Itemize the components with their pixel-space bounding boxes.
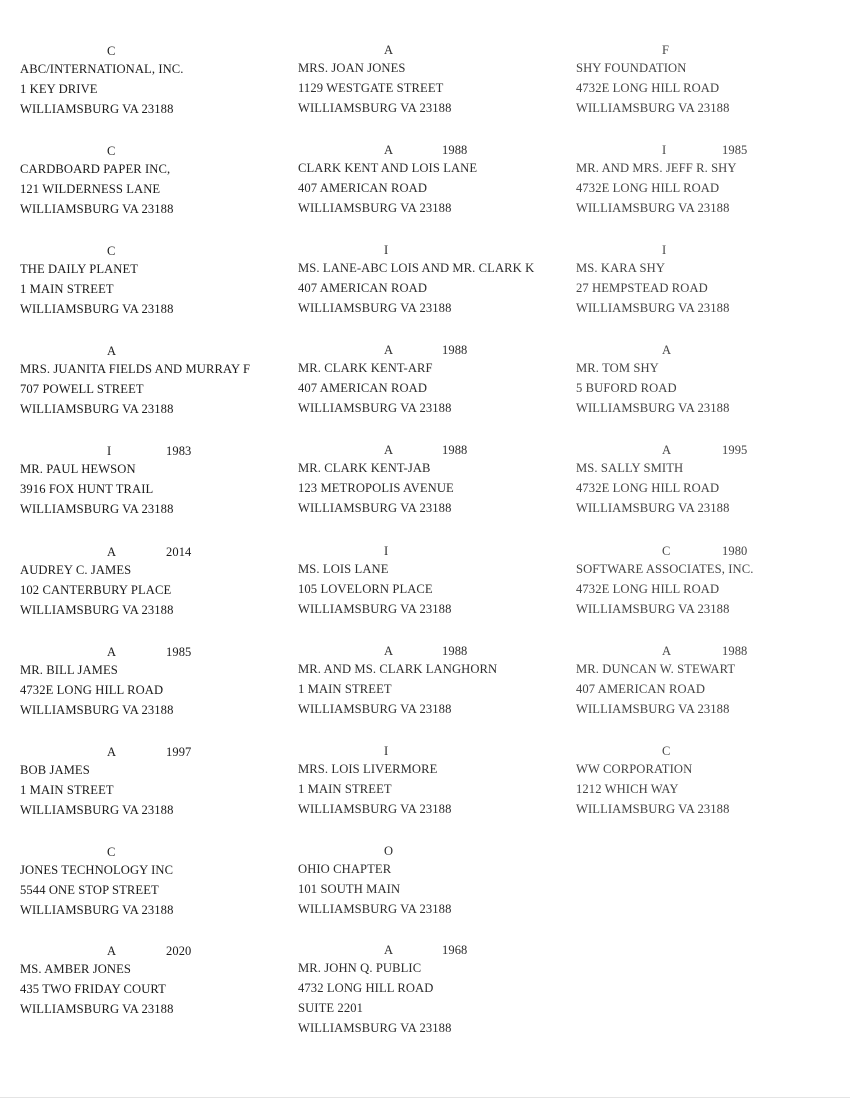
addressee-name: SHY FOUNDATION (576, 61, 687, 75)
city-state-zip: WILLIAMSBURG VA 23188 (576, 201, 730, 215)
addressee-name: JONES TECHNOLOGY INC (20, 863, 174, 877)
street-address: 1129 WESTGATE STREET (298, 81, 444, 95)
street-address: 4732E LONG HILL ROAD (576, 582, 720, 596)
addressee-name: SOFTWARE ASSOCIATES, INC. (576, 562, 754, 576)
city-state-zip: WILLIAMSBURG VA 23188 (298, 201, 452, 215)
address-label (298, 244, 568, 318)
address-label (298, 144, 568, 218)
addressee-name: MRS. JUANITA FIELDS AND MURRAY F (20, 362, 251, 376)
address-label (20, 846, 290, 920)
city-state-zip: WILLIAMSBURG VA 23188 (576, 802, 730, 816)
address-label (576, 444, 846, 518)
street-address: 1 MAIN STREET (20, 282, 114, 296)
category-code: C (662, 544, 671, 558)
category-code: C (107, 845, 116, 859)
category-code: F (662, 43, 670, 57)
city-state-zip: WILLIAMSBURG VA 23188 (20, 102, 174, 116)
street-address: 123 METROPOLIS AVENUE (298, 481, 454, 495)
label-code-row (576, 444, 846, 457)
address-label (576, 244, 846, 318)
category-code: A (107, 344, 117, 358)
city-state-zip: WILLIAMSBURG VA 23188 (20, 803, 174, 817)
member-year: 1988 (442, 443, 468, 457)
label-code-row (576, 344, 846, 357)
city-state-zip: WILLIAMSBURG VA 23188 (20, 703, 174, 717)
street-address: 1212 WHICH WAY (576, 782, 679, 796)
category-code: A (384, 143, 394, 157)
label-code-row (20, 846, 290, 859)
addressee-name: BOB JAMES (20, 763, 90, 777)
category-code: I (662, 243, 667, 257)
addressee-name: MR. DUNCAN W. STEWART (576, 662, 736, 676)
category-code: A (107, 645, 117, 659)
city-state-zip: WILLIAMSBURG VA 23188 (20, 302, 174, 316)
street-address: 407 AMERICAN ROAD (298, 381, 428, 395)
street-address: 1 KEY DRIVE (20, 82, 98, 96)
city-state-zip: WILLIAMSBURG VA 23188 (298, 602, 452, 616)
category-code: C (662, 744, 671, 758)
label-code-row (298, 645, 568, 658)
city-state-zip: WILLIAMSBURG VA 23188 (576, 301, 730, 315)
street-address: 4732E LONG HILL ROAD (576, 181, 720, 195)
label-code-row (298, 344, 568, 357)
street-address: 1 MAIN STREET (298, 682, 392, 696)
label-code-row (20, 45, 290, 58)
address-label (298, 444, 568, 518)
city-state-zip: WILLIAMSBURG VA 23188 (298, 401, 452, 415)
category-code: A (662, 443, 672, 457)
addressee-name: MS. LANE-ABC LOIS AND MR. CLARK K (298, 261, 535, 275)
label-code-row (298, 545, 568, 558)
address-label (576, 144, 846, 218)
city-state-zip: WILLIAMSBURG VA 23188 (20, 903, 174, 917)
category-code: A (384, 43, 394, 57)
scan-edge-line (0, 1097, 850, 1098)
city-state-zip: WILLIAMSBURG VA 23188 (298, 702, 452, 716)
address-label (298, 944, 568, 1038)
label-code-row (576, 244, 846, 257)
street-address: 4732 LONG HILL ROAD (298, 981, 434, 995)
city-state-zip: WILLIAMSBURG VA 23188 (576, 702, 730, 716)
street-address: SUITE 2201 (298, 1001, 364, 1015)
category-code: C (107, 244, 116, 258)
member-year: 1988 (442, 644, 468, 658)
category-code: A (107, 545, 117, 559)
category-code: A (662, 343, 672, 357)
city-state-zip: WILLIAMSBURG VA 23188 (20, 1002, 174, 1016)
addressee-name: MRS. JOAN JONES (298, 61, 406, 75)
addressee-name: MRS. LOIS LIVERMORE (298, 762, 438, 776)
address-label (576, 745, 846, 819)
street-address: 3916 FOX HUNT TRAIL (20, 482, 154, 496)
city-state-zip: WILLIAMSBURG VA 23188 (576, 401, 730, 415)
category-code: A (384, 343, 394, 357)
addressee-name: MS. LOIS LANE (298, 562, 389, 576)
category-code: I (662, 143, 667, 157)
addressee-name: CLARK KENT AND LOIS LANE (298, 161, 478, 175)
street-address: 102 CANTERBURY PLACE (20, 583, 172, 597)
member-year: 1995 (722, 443, 748, 457)
address-label (20, 546, 290, 620)
label-code-row (298, 944, 568, 957)
label-code-row (20, 445, 290, 458)
addressee-name: MR. JOHN Q. PUBLIC (298, 961, 422, 975)
addressee-name: MR. BILL JAMES (20, 663, 118, 677)
address-label (20, 245, 290, 319)
city-state-zip: WILLIAMSBURG VA 23188 (576, 602, 730, 616)
city-state-zip: WILLIAMSBURG VA 23188 (298, 802, 452, 816)
category-code: C (107, 44, 116, 58)
member-year: 1985 (722, 143, 748, 157)
address-label (576, 344, 846, 418)
address-label (576, 545, 846, 619)
street-address: 27 HEMPSTEAD ROAD (576, 281, 708, 295)
label-code-row (576, 645, 846, 658)
addressee-name: CARDBOARD PAPER INC, (20, 162, 171, 176)
address-label (298, 545, 568, 619)
address-label (20, 945, 290, 1019)
addressee-name: MR. CLARK KENT-ARF (298, 361, 433, 375)
address-label (298, 344, 568, 418)
member-year: 1968 (442, 943, 468, 957)
addressee-name: AUDREY C. JAMES (20, 563, 132, 577)
address-label (298, 44, 568, 118)
city-state-zip: WILLIAMSBURG VA 23188 (20, 603, 174, 617)
member-year: 1997 (166, 745, 192, 759)
member-year: 1980 (722, 544, 748, 558)
label-code-row (20, 945, 290, 958)
category-code: A (384, 644, 394, 658)
address-label (298, 645, 568, 719)
addressee-name: THE DAILY PLANET (20, 262, 139, 276)
label-code-row (20, 145, 290, 158)
address-label (20, 345, 290, 419)
member-year: 1988 (442, 143, 468, 157)
address-label (20, 445, 290, 519)
member-year: 2020 (166, 944, 192, 958)
category-code: A (384, 943, 394, 957)
addressee-name: MS. AMBER JONES (20, 962, 132, 976)
addressee-name: MS. SALLY SMITH (576, 461, 684, 475)
city-state-zip: WILLIAMSBURG VA 23188 (298, 501, 452, 515)
member-year: 1988 (722, 644, 748, 658)
category-code: I (384, 243, 389, 257)
street-address: 1 MAIN STREET (20, 783, 114, 797)
label-code-row (576, 144, 846, 157)
category-code: O (384, 844, 394, 858)
member-year: 1988 (442, 343, 468, 357)
label-code-row (20, 746, 290, 759)
street-address: 4732E LONG HILL ROAD (576, 81, 720, 95)
label-code-row (20, 245, 290, 258)
city-state-zip: WILLIAMSBURG VA 23188 (298, 902, 452, 916)
city-state-zip: WILLIAMSBURG VA 23188 (20, 502, 174, 516)
address-label (20, 145, 290, 219)
city-state-zip: WILLIAMSBURG VA 23188 (20, 202, 174, 216)
category-code: I (384, 544, 389, 558)
city-state-zip: WILLIAMSBURG VA 23188 (298, 101, 452, 115)
member-year: 1985 (166, 645, 192, 659)
category-code: I (384, 744, 389, 758)
label-code-row (298, 745, 568, 758)
label-code-row (576, 44, 846, 57)
city-state-zip: WILLIAMSBURG VA 23188 (576, 501, 730, 515)
city-state-zip: WILLIAMSBURG VA 23188 (298, 301, 452, 315)
street-address: 707 POWELL STREET (20, 382, 144, 396)
category-code: A (662, 644, 672, 658)
street-address: 5544 ONE STOP STREET (20, 883, 159, 897)
label-code-row (20, 646, 290, 659)
category-code: A (107, 745, 117, 759)
category-code: C (107, 144, 116, 158)
address-label (298, 845, 568, 919)
addressee-name: MR. CLARK KENT-JAB (298, 461, 431, 475)
label-code-row (298, 244, 568, 257)
street-address: 1 MAIN STREET (298, 782, 392, 796)
addressee-name: MR. AND MRS. JEFF R. SHY (576, 161, 737, 175)
street-address: 407 AMERICAN ROAD (576, 682, 706, 696)
category-code: I (107, 444, 112, 458)
street-address: 435 TWO FRIDAY COURT (20, 982, 166, 996)
street-address: 121 WILDERNESS LANE (20, 182, 161, 196)
addressee-name: MR. PAUL HEWSON (20, 462, 136, 476)
addressee-name: OHIO CHAPTER (298, 862, 392, 876)
street-address: 407 AMERICAN ROAD (298, 281, 428, 295)
street-address: 4732E LONG HILL ROAD (20, 683, 164, 697)
label-code-row (298, 144, 568, 157)
street-address: 105 LOVELORN PLACE (298, 582, 433, 596)
label-code-row (298, 845, 568, 858)
street-address: 5 BUFORD ROAD (576, 381, 677, 395)
label-code-row (576, 745, 846, 758)
street-address: 407 AMERICAN ROAD (298, 181, 428, 195)
city-state-zip: WILLIAMSBURG VA 23188 (576, 101, 730, 115)
address-label (20, 45, 290, 119)
label-code-row (20, 546, 290, 559)
member-year: 2014 (166, 545, 192, 559)
address-label (576, 645, 846, 719)
addressee-name: WW CORPORATION (576, 762, 693, 776)
label-code-row (298, 44, 568, 57)
addressee-name: MR. TOM SHY (576, 361, 659, 375)
label-code-row (576, 545, 846, 558)
city-state-zip: WILLIAMSBURG VA 23188 (20, 402, 174, 416)
address-label (298, 745, 568, 819)
street-address: 101 SOUTH MAIN (298, 882, 401, 896)
category-code: A (384, 443, 394, 457)
street-address: 4732E LONG HILL ROAD (576, 481, 720, 495)
addressee-name: MR. AND MS. CLARK LANGHORN (298, 662, 498, 676)
category-code: A (107, 944, 117, 958)
address-label (576, 44, 846, 118)
addressee-name: ABC/INTERNATIONAL, INC. (20, 62, 184, 76)
addressee-name: MS. KARA SHY (576, 261, 666, 275)
address-label (20, 646, 290, 720)
label-code-row (298, 444, 568, 457)
address-label (20, 746, 290, 820)
member-year: 1983 (166, 444, 192, 458)
label-code-row (20, 345, 290, 358)
city-state-zip: WILLIAMSBURG VA 23188 (298, 1021, 452, 1035)
